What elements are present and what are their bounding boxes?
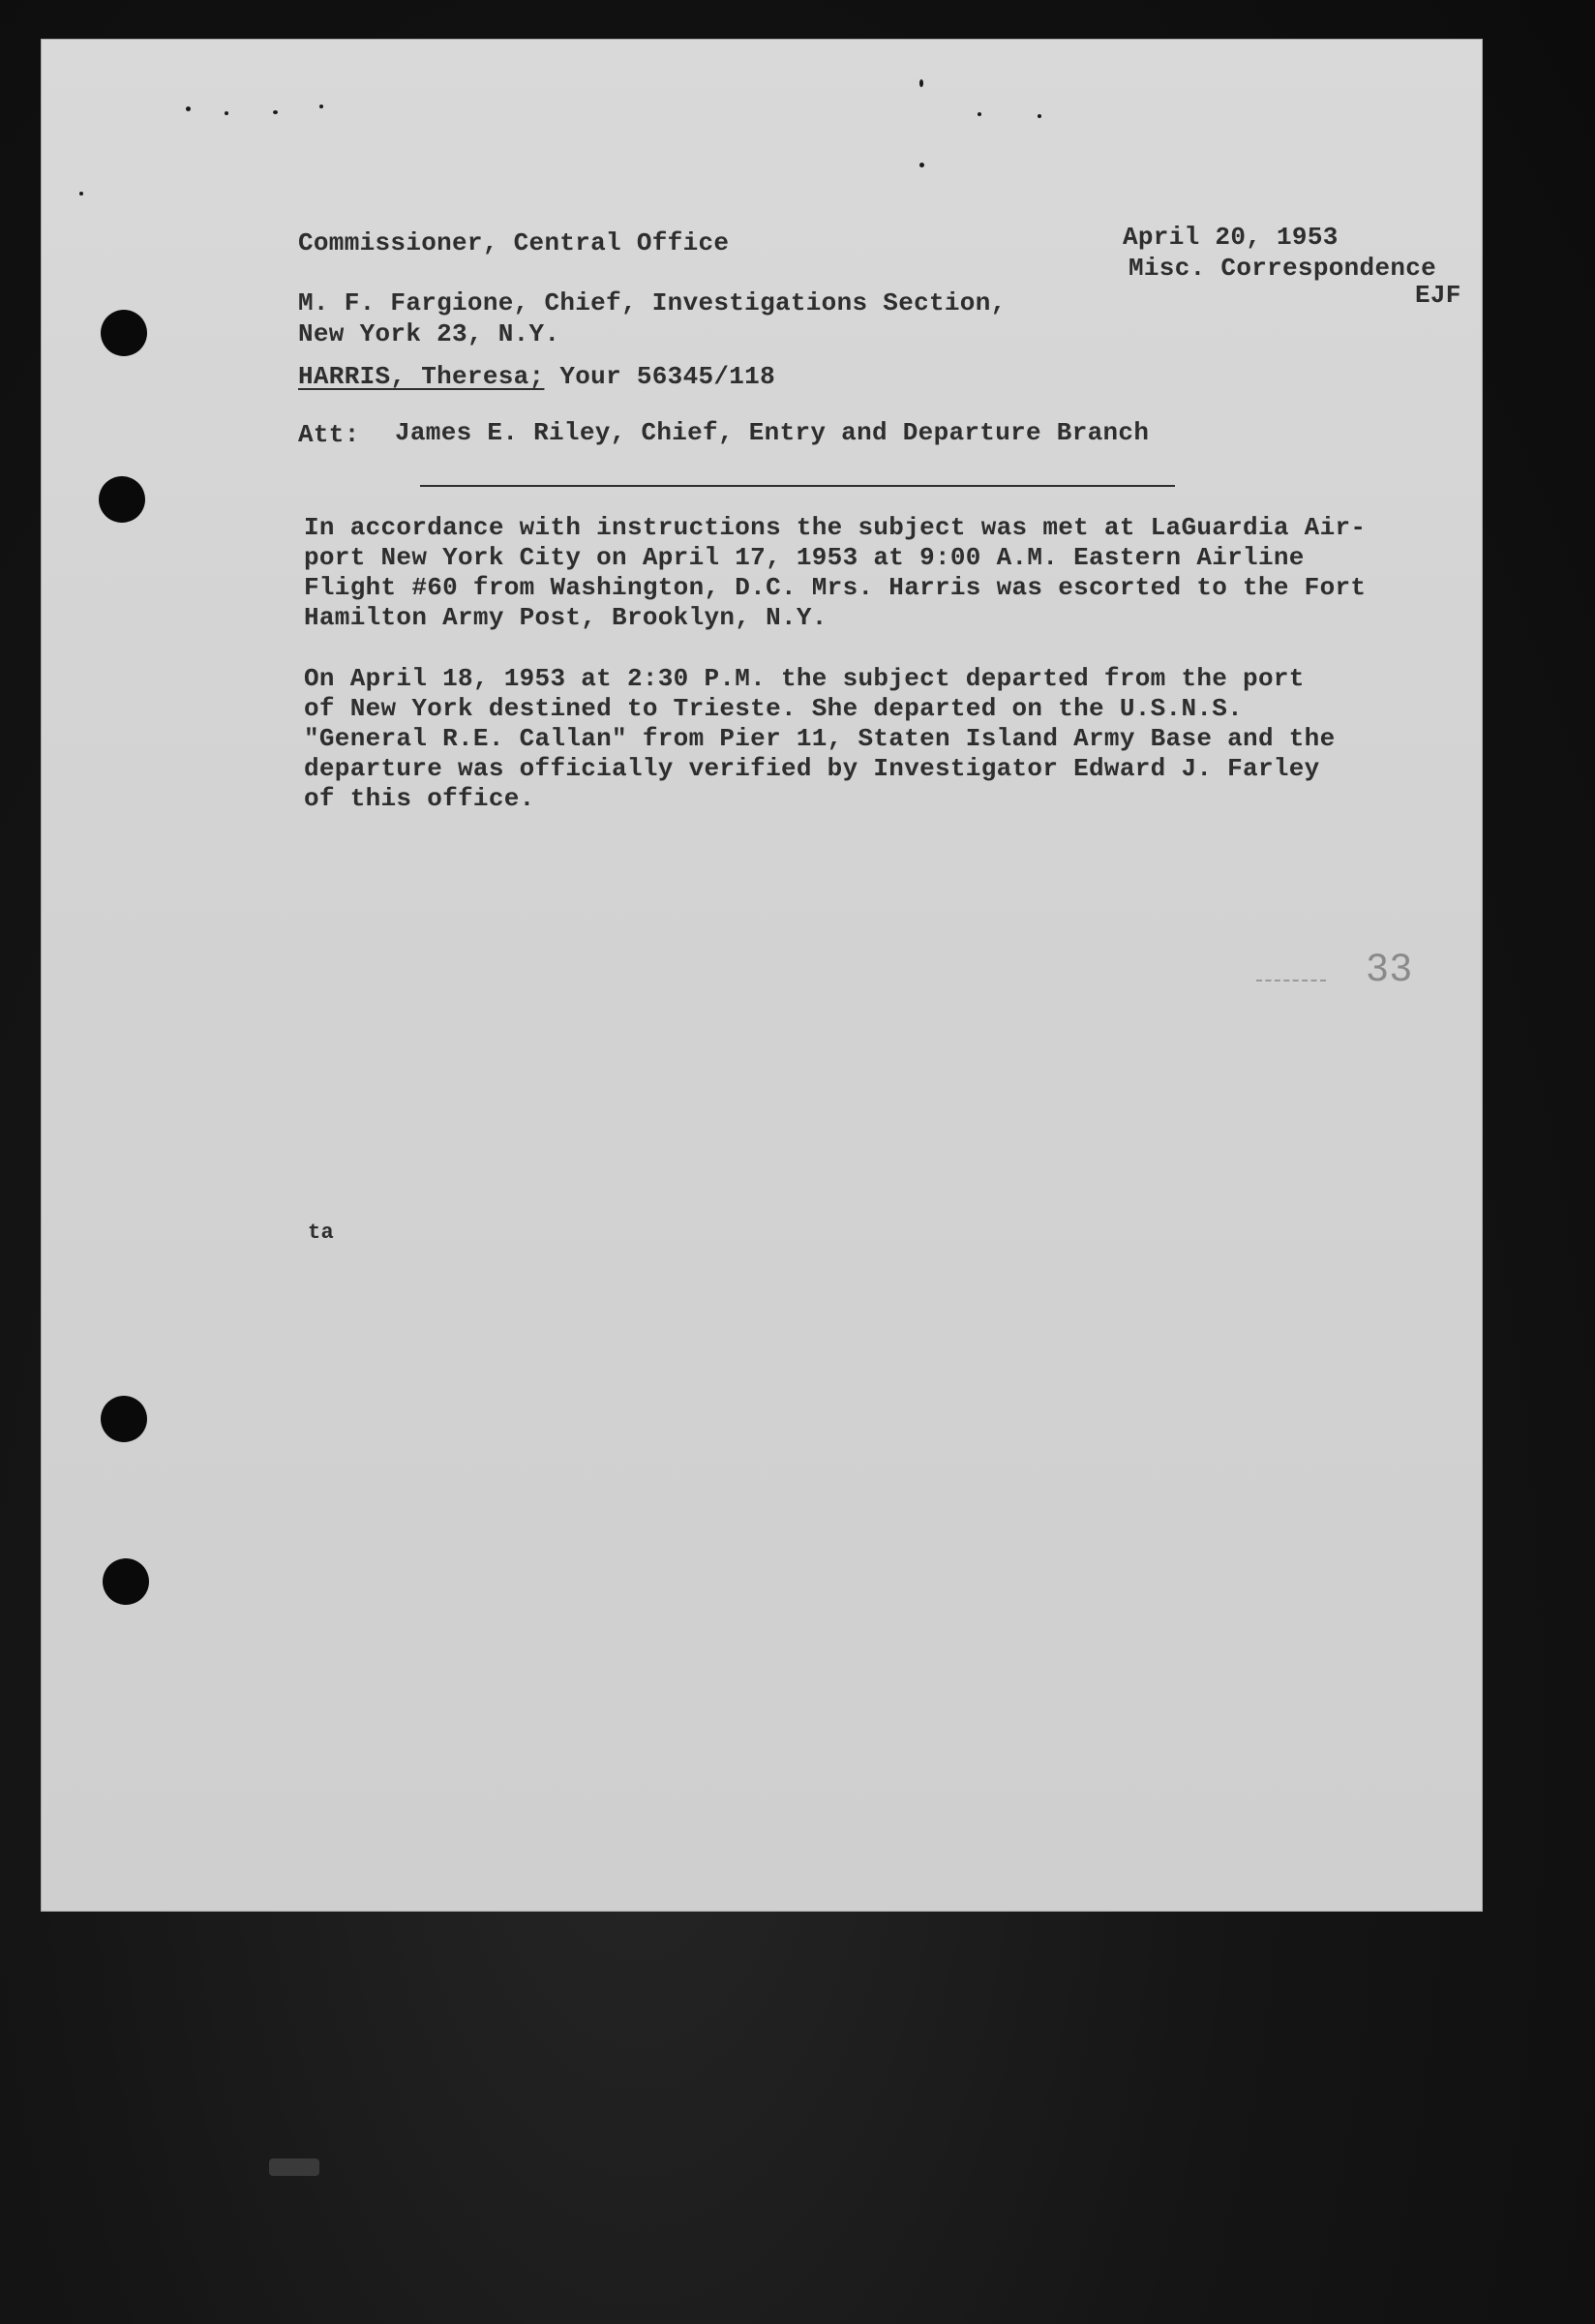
speck xyxy=(319,105,323,108)
file-reference: Misc. Correspondence xyxy=(1129,254,1437,283)
speck xyxy=(79,192,83,196)
paragraph-1-line: Hamilton Army Post, Brooklyn, N.Y. xyxy=(304,603,828,632)
speck xyxy=(978,112,981,116)
speck xyxy=(186,106,191,111)
paragraph-1-line: In accordance with instructions the subject was met at LaGuardia Air- xyxy=(304,513,1367,542)
punch-hole xyxy=(99,476,145,523)
punch-hole xyxy=(101,310,147,356)
sender-line-2: New York 23, N.Y. xyxy=(298,319,560,348)
speck xyxy=(919,79,923,87)
sender-line-1: M. F. Fargione, Chief, Investigations Section, xyxy=(298,288,1007,317)
attention-value: James E. Riley, Chief, Entry and Departure Branch xyxy=(395,418,1150,447)
speck xyxy=(919,163,924,167)
subject-name: HARRIS, Theresa; xyxy=(298,362,545,391)
scan-smudge xyxy=(269,2158,319,2176)
punch-hole xyxy=(103,1558,149,1605)
recipient: Commissioner, Central Office xyxy=(298,228,730,257)
paragraph-2-line: of New York destined to Trieste. She departed on the U.S.N.S. xyxy=(304,694,1244,723)
paragraph-2-line: "General R.E. Callan" from Pier 11, Staten Island Army Base and the xyxy=(304,724,1336,753)
paragraph-2-line: departure was officially verified by Investigator Edward J. Farley xyxy=(304,754,1320,783)
typist-initials: ta xyxy=(308,1221,335,1245)
speck xyxy=(1038,114,1041,118)
letter-date: April 20, 1953 xyxy=(1123,223,1339,252)
paragraph-2-line: On April 18, 1953 at 2:30 P.M. the subject departed from the port xyxy=(304,664,1305,693)
punch-hole xyxy=(101,1396,147,1442)
subject-reference: Your 56345/118 xyxy=(544,362,775,391)
paragraph-1-line: Flight #60 from Washington, D.C. Mrs. Harris was escorted to the Fort xyxy=(304,573,1367,602)
paragraph-2-line: of this office. xyxy=(304,784,535,813)
attention-label: Att: xyxy=(298,420,360,449)
stamp-dash xyxy=(1256,980,1326,981)
speck xyxy=(225,111,228,115)
speck xyxy=(273,110,278,114)
paragraph-1-line: port New York City on April 17, 1953 at 9:00 A.M. Eastern Airline xyxy=(304,543,1305,572)
page-number-stamp: 33 xyxy=(1367,947,1414,989)
letter-sheet xyxy=(41,39,1483,1912)
attention-underline xyxy=(420,485,1175,487)
file-initials: EJF xyxy=(1415,281,1461,310)
subject-line xyxy=(298,362,775,392)
